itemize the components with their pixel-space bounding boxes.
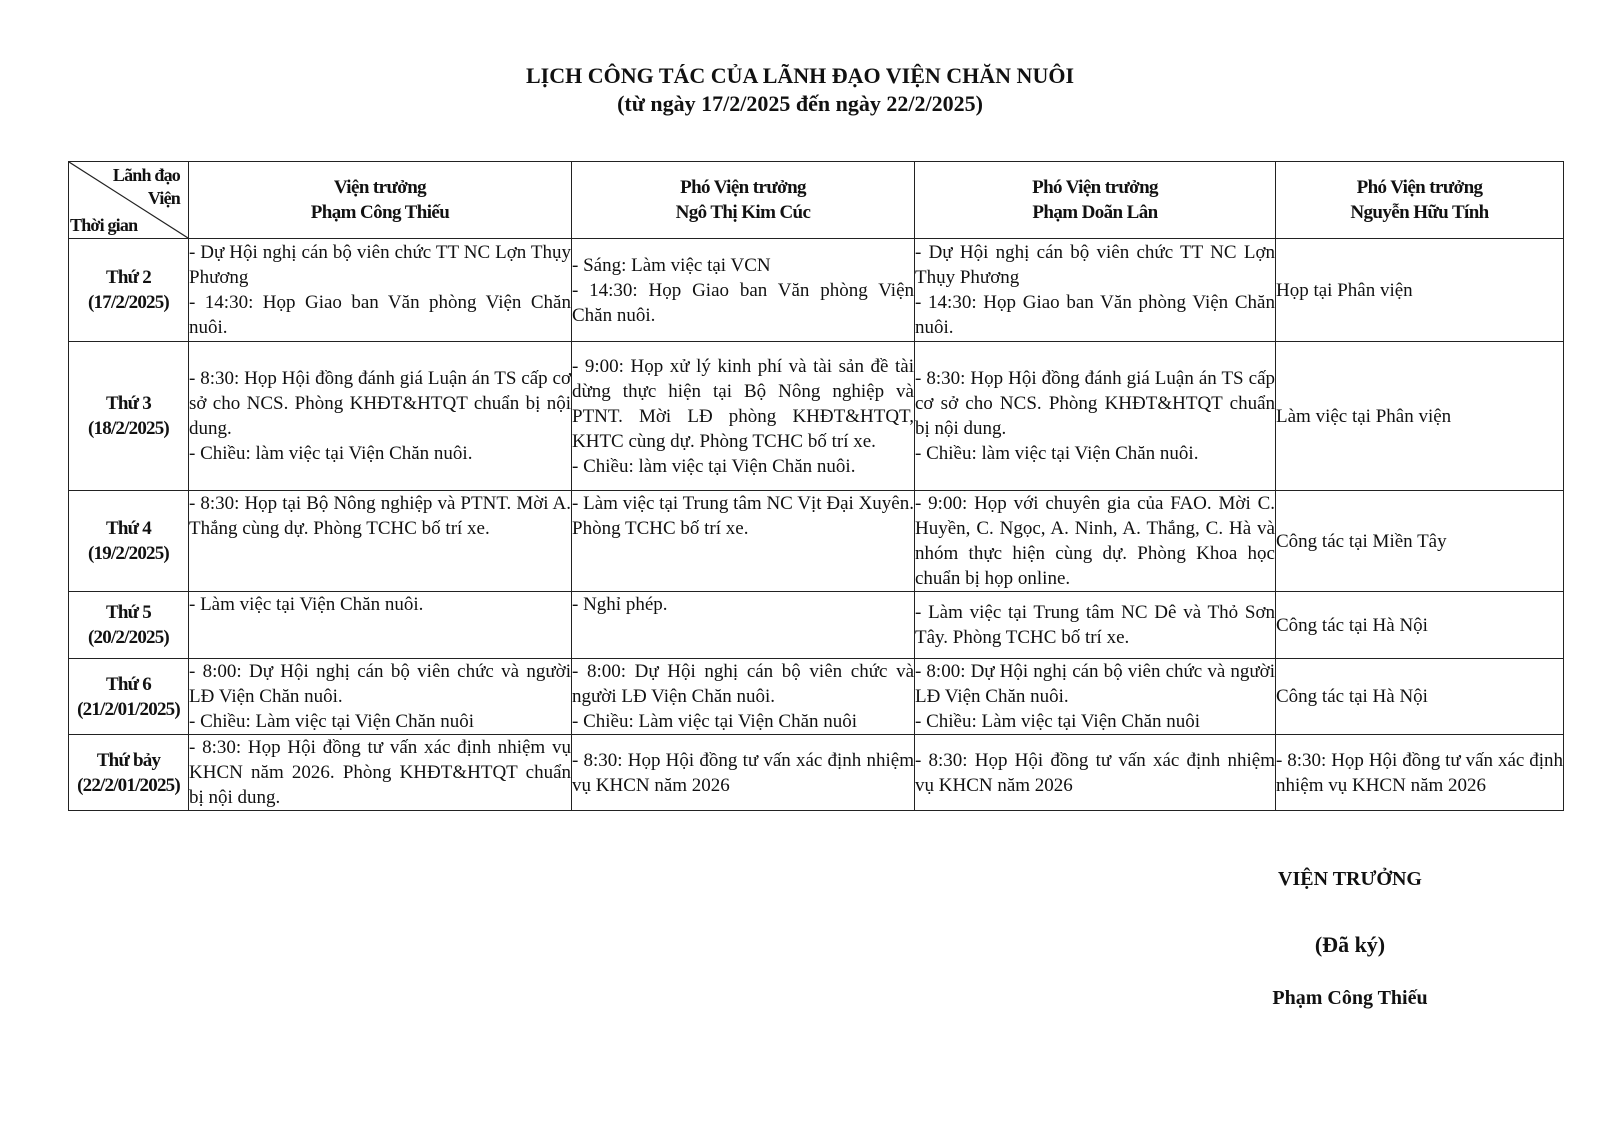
cell-line: - Chiều: Làm việc tại Viện Chăn nuôi — [189, 711, 475, 732]
schedule-cell — [915, 342, 1276, 491]
schedule-cell: - 8:30: Họp Hội đồng tư vấn xác định nhiệm vụ KHCN năm 2026 — [572, 735, 915, 811]
schedule-cell — [572, 239, 915, 342]
corner-top-line2: Viện — [147, 188, 180, 208]
column-leader-name: Phạm Doãn Lân — [1032, 202, 1158, 223]
cell-line: - Chiều: làm việc tại Viện Chăn nuôi. — [915, 443, 1199, 464]
schedule-cell — [572, 659, 915, 735]
cell-line: - Dự Hội nghị cán bộ viên chức TT NC Lợn Thụy Phương — [189, 242, 571, 288]
corner-bottom-label: Thời gian — [70, 215, 138, 235]
day-label: Thứ bảy — [96, 749, 161, 771]
schedule-cell: Làm việc tại Phân viện — [1276, 342, 1564, 491]
schedule-cell: - 9:00: Họp với chuyên gia của FAO. Mời C. Huyền, C. Ngọc, A. Ninh, A. Thắng, C. Hà và nhóm thực hiện cùng dự. Phòng Khoa học chuẩn bị họp online. — [915, 491, 1276, 592]
corner-top-label — [113, 164, 180, 210]
cell-line: - 8:00: Dự Hội nghị cán bộ viên chức và người LĐ Viện Chăn nuôi. — [572, 661, 914, 707]
day-date: (20/2/2025) — [88, 627, 169, 648]
table-row — [69, 239, 1564, 342]
schedule-cell: Công tác tại Hà Nội — [1276, 659, 1564, 735]
signature-title: VIỆN TRƯỞNG — [1278, 868, 1422, 890]
cell-line: - 8:30: Họp Hội đồng đánh giá Luận án TS cấp cơ sở cho NCS. Phòng KHĐT&HTQT chuẩn bị nội dung. — [189, 368, 571, 439]
schedule-cell: - 8:30: Họp Hội đồng tư vấn xác định nhiệm vụ KHCN năm 2026 — [915, 735, 1276, 811]
cell-line: - Chiều: làm việc tại Viện Chăn nuôi. — [189, 443, 473, 464]
day-cell — [69, 735, 189, 811]
schedule-cell: - Làm việc tại Trung tâm NC Vịt Đại Xuyên. Phòng TCHC bố trí xe. — [572, 491, 915, 592]
cell-line: - 8:00: Dự Hội nghị cán bộ viên chức và người LĐ Viện Chăn nuôi. — [189, 661, 571, 707]
column-header — [1276, 162, 1564, 239]
schedule-cell: Công tác tại Miền Tây — [1276, 491, 1564, 592]
cell-line: - 14:30: Họp Giao ban Văn phòng Viện Chăn nuôi. — [572, 279, 914, 326]
cell-line: - Chiều: Làm việc tại Viện Chăn nuôi — [572, 711, 858, 732]
table-header-row — [69, 162, 1564, 239]
day-label: Thứ 5 — [106, 602, 151, 623]
column-role: Viện trưởng — [333, 177, 427, 198]
schedule-cell: - 8:30: Họp Hội đồng tư vấn xác định nhiệm vụ KHCN năm 2026. Phòng KHĐT&HTQT chuẩn bị nội dung. — [189, 735, 572, 811]
cell-line: - Chiều: làm việc tại Viện Chăn nuôi. — [572, 455, 856, 477]
table-row — [69, 491, 1564, 592]
column-role: Phó Viện trưởng — [1032, 177, 1158, 198]
schedule-cell: Họp tại Phân viện — [1276, 239, 1564, 342]
signature-name: Phạm Công Thiếu — [1272, 987, 1428, 1009]
title-line-2: (từ ngày 17/2/2025 đến ngày 22/2/2025) — [617, 91, 983, 116]
table-row — [69, 342, 1564, 491]
column-leader-name: Nguyễn Hữu Tính — [1350, 202, 1489, 223]
cell-line: - Sáng: Làm việc tại VCN — [572, 254, 771, 276]
schedule-cell: - Làm việc tại Viện Chăn nuôi. — [189, 592, 572, 659]
column-leader-name: Ngô Thị Kim Cúc — [675, 202, 811, 223]
cell-line: - Chiều: Làm việc tại Viện Chăn nuôi — [915, 711, 1201, 732]
day-cell — [69, 592, 189, 659]
cell-line: - 14:30: Họp Giao ban Văn phòng Viện Chăn nuôi. — [189, 292, 571, 338]
corner-header — [69, 162, 189, 239]
schedule-cell: - 8:30: Họp Hội đồng tư vấn xác định nhiệm vụ KHCN năm 2026 — [1276, 735, 1564, 811]
cell-line: - 9:00: Họp xử lý kinh phí và tài sản đề tài dừng thực hiện tại Bộ Nông nghiệp và PTNT. Mời LĐ phòng KHĐT&HTQT, KHTC cùng dự. Phòng TCHC bố trí xe. — [572, 355, 914, 452]
column-role: Phó Viện trưởng — [680, 177, 806, 198]
day-cell — [69, 342, 189, 491]
schedule-cell — [189, 239, 572, 342]
schedule-cell: - Nghỉ phép. — [572, 592, 915, 659]
table-row — [69, 659, 1564, 735]
schedule-cell: - 8:30: Họp tại Bộ Nông nghiệp và PTNT. Mời A. Thắng cùng dự. Phòng TCHC bố trí xe. — [189, 491, 572, 592]
schedule-cell — [915, 659, 1276, 735]
schedule-cell: - Làm việc tại Trung tâm NC Dê và Thỏ Sơn Tây. Phòng TCHC bố trí xe. — [915, 592, 1276, 659]
schedule-cell — [915, 239, 1276, 342]
schedule-cell: Công tác tại Hà Nội — [1276, 592, 1564, 659]
day-cell — [69, 659, 189, 735]
day-cell — [69, 491, 189, 592]
day-label: Thứ 2 — [106, 267, 151, 288]
day-date: (17/2/2025) — [88, 292, 169, 313]
day-cell — [69, 239, 189, 342]
column-header — [189, 162, 572, 239]
corner-top-line1: Lãnh đạo — [112, 165, 180, 185]
day-date: (22/2/01/2025) — [77, 774, 180, 796]
cell-line: - Dự Hội nghị cán bộ viên chức TT NC Lợn Thụy Phương — [915, 242, 1275, 288]
day-label: Thứ 6 — [106, 673, 151, 695]
schedule-cell — [189, 659, 572, 735]
column-leader-name: Phạm Công Thiếu — [310, 202, 450, 223]
cell-line: - 8:00: Dự Hội nghị cán bộ viên chức và người LĐ Viện Chăn nuôi. — [915, 661, 1275, 707]
schedule-cell — [572, 342, 915, 491]
column-header — [572, 162, 915, 239]
day-date: (21/2/01/2025) — [77, 698, 180, 720]
day-date: (18/2/2025) — [88, 418, 169, 439]
day-date: (19/2/2025) — [88, 543, 169, 564]
day-label: Thứ 4 — [106, 518, 151, 539]
cell-line: - 14:30: Họp Giao ban Văn phòng Viện Chăn nuôi. — [915, 292, 1275, 338]
title-line-1: LỊCH CÔNG TÁC CỦA LÃNH ĐẠO VIỆN CHĂN NUÔI — [525, 63, 1075, 88]
column-header — [915, 162, 1276, 239]
signature-status: (Đã ký) — [1314, 932, 1386, 957]
document-title — [0, 62, 1600, 118]
column-role: Phó Viện trưởng — [1356, 177, 1483, 198]
schedule-table — [68, 161, 1564, 811]
schedule-cell — [189, 342, 572, 491]
table-row — [69, 592, 1564, 659]
day-label: Thứ 3 — [106, 393, 151, 414]
cell-line: - 8:30: Họp Hội đồng đánh giá Luận án TS cấp cơ sở cho NCS. Phòng KHĐT&HTQT chuẩn bị nội dung. — [915, 368, 1275, 439]
table-row — [69, 735, 1564, 811]
